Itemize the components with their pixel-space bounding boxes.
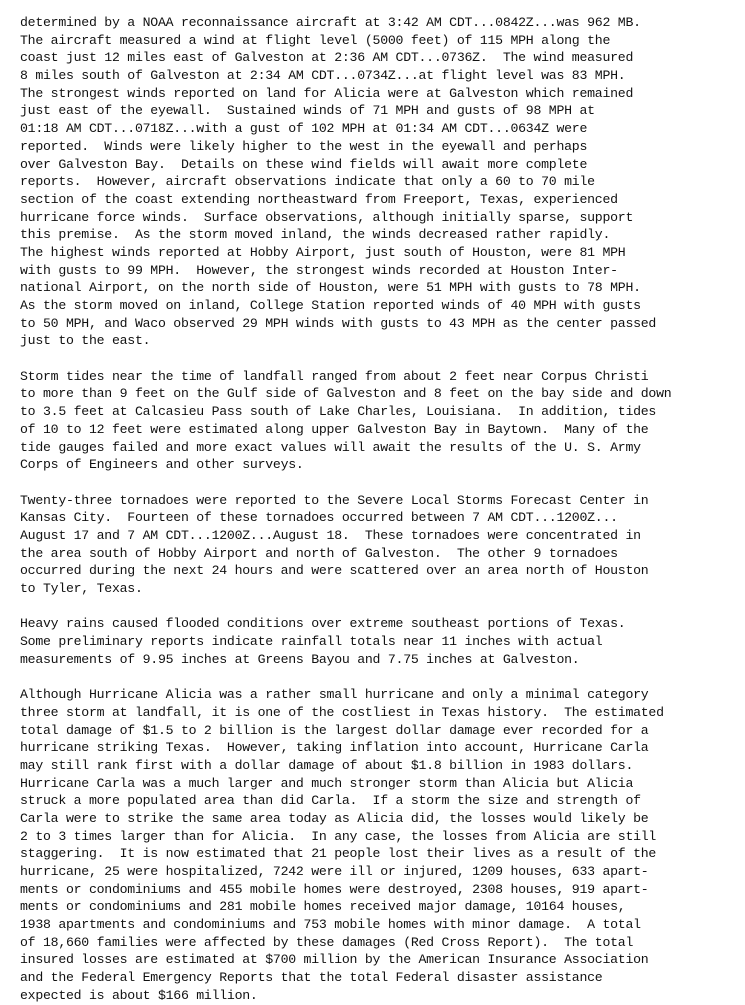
text-line: total damage of $1.5 to 2 billion is the largest dollar damage ever recorded for a [20, 722, 649, 738]
paragraph-3 [20, 492, 738, 598]
text-line: and the Federal Emergency Reports that the total Federal disaster assistance [20, 970, 603, 986]
text-line: just to the east. [20, 333, 151, 349]
text-line: 1938 apartments and condominiums and 753 mobile homes with minor damage. A total [20, 917, 641, 933]
text-line: Twenty-three tornadoes were reported to the Severe Local Storms Forecast Center in [20, 492, 649, 508]
paragraph-gap [20, 350, 738, 368]
paragraph-gap [20, 668, 738, 686]
text-line: this premise. As the storm moved inland, the winds decreased rather rapidly. [20, 227, 611, 243]
text-line: may still rank first with a dollar damage of about $1.8 billion in 1983 dollars. [20, 757, 634, 773]
paragraph-gap [20, 474, 738, 492]
text-line: As the storm moved on inland, College Station reported winds of 40 MPH with gusts [20, 298, 641, 313]
paragraph-4 [20, 615, 738, 668]
paragraph-gap [20, 598, 738, 616]
text-line: determined by a NOAA reconnaissance aircraft at 3:42 AM CDT...0842Z...was 962 MB. [20, 15, 641, 30]
text-line: ments or condominiums and 281 mobile homes received major damage, 10164 houses, [20, 899, 626, 915]
text-line: 01:18 AM CDT...0718Z...with a gust of 102 MPH at 01:34 AM CDT...0634Z were [20, 121, 588, 137]
text-line: Carla were to strike the same area today as Alicia did, the losses would likely be [20, 810, 649, 826]
paragraph-5 [20, 686, 738, 1004]
text-line: August 17 and 7 AM CDT...1200Z...August 18. These tornadoes were concentrated in [20, 527, 641, 543]
text-line: struck a more populated area than did Carla. If a storm the size and strength of [20, 793, 641, 809]
text-line: staggering. It is now estimated that 21 people lost their lives as a result of the [20, 846, 657, 862]
text-line: three storm at landfall, it is one of the costliest in Texas history. The estimated [20, 704, 664, 720]
text-line: 8 miles south of Galveston at 2:34 AM CDT...0734Z...at flight level was 83 MPH. [20, 68, 626, 84]
text-line: insured losses are estimated at $700 million by the American Insurance Association [20, 952, 649, 968]
text-line: Storm tides near the time of landfall ranged from about 2 feet near Corpus Christi [20, 368, 649, 384]
text-line: national Airport, on the north side of Houston, were 51 MPH with gusts to 78 MPH. [20, 280, 641, 296]
text-line: the area south of Hobby Airport and north of Galveston. The other 9 tornadoes [20, 545, 618, 561]
text-line: expected is about $166 million. [20, 987, 258, 1003]
text-line: measurements of 9.95 inches at Greens Bayou and 7.75 inches at Galveston. [20, 651, 580, 667]
text-line: reports. However, aircraft observations indicate that only a 60 to 70 mile [20, 174, 595, 190]
text-line: 2 to 3 times larger than for Alicia. In any case, the losses from Alicia are still [20, 828, 657, 844]
text-line: of 18,660 families were affected by these damages (Red Cross Report). The total [20, 934, 634, 950]
text-line: reported. Winds were likely higher to the west in the eyewall and perhaps [20, 138, 588, 154]
text-line: The highest winds reported at Hobby Airport, just south of Houston, were 81 MPH [20, 244, 626, 260]
text-line: of 10 to 12 feet were estimated along upper Galveston Bay in Baytown. Many of the [20, 421, 649, 437]
text-line: Some preliminary reports indicate rainfall totals near 11 inches with actual [20, 634, 603, 650]
paragraph-1 [20, 14, 738, 350]
text-line: The aircraft measured a wind at flight level (5000 feet) of 115 MPH along the [20, 32, 611, 48]
text-line: hurricane striking Texas. However, taking inflation into account, Hurricane Carla [20, 740, 649, 756]
text-line: with gusts to 99 MPH. However, the strongest winds recorded at Houston Inter- [20, 262, 618, 278]
text-line: to Tyler, Texas. [20, 581, 143, 596]
text-line: coast just 12 miles east of Galveston at 2:36 AM CDT...0736Z. The wind measured [20, 50, 634, 66]
text-line: Hurricane Carla was a much larger and much stronger storm than Alicia but Alicia [20, 775, 634, 791]
text-line: just east of the eyewall. Sustained winds of 71 MPH and gusts of 98 MPH at [20, 103, 595, 119]
text-line: Corps of Engineers and other surveys. [20, 457, 304, 473]
text-line: occurred during the next 24 hours and were scattered over an area north of Houston [20, 563, 649, 579]
text-line: ments or condominiums and 455 mobile homes were destroyed, 2308 houses, 919 apart- [20, 881, 649, 897]
text-line: section of the coast extending northeastward from Freeport, Texas, experienced [20, 191, 618, 207]
text-line: Kansas City. Fourteen of these tornadoes occurred between 7 AM CDT...1200Z... [20, 510, 618, 526]
text-line: The strongest winds reported on land for Alicia were at Galveston which remained [20, 85, 634, 101]
text-line: to 50 MPH, and Waco observed 29 MPH winds with gusts to 43 MPH as the center passed [20, 315, 657, 331]
text-line: Although Hurricane Alicia was a rather small hurricane and only a minimal category [20, 687, 649, 703]
text-line: hurricane, 25 were hospitalized, 7242 were ill or injured, 1209 houses, 633 apart- [20, 864, 649, 879]
text-line: Heavy rains caused flooded conditions over extreme southeast portions of Texas. [20, 616, 626, 632]
text-line: hurricane force winds. Surface observations, although initially sparse, support [20, 209, 634, 225]
document-page [20, 14, 738, 1005]
text-line: over Galveston Bay. Details on these wind fields will await more complete [20, 156, 588, 172]
text-line: to more than 9 feet on the Gulf side of Galveston and 8 feet on the bay side and down [20, 386, 672, 402]
text-line: to 3.5 feet at Calcasieu Pass south of Lake Charles, Louisiana. In addition, tides [20, 404, 657, 420]
text-line: tide gauges failed and more exact values will await the results of the U. S. Army [20, 439, 641, 455]
paragraph-2 [20, 368, 738, 474]
